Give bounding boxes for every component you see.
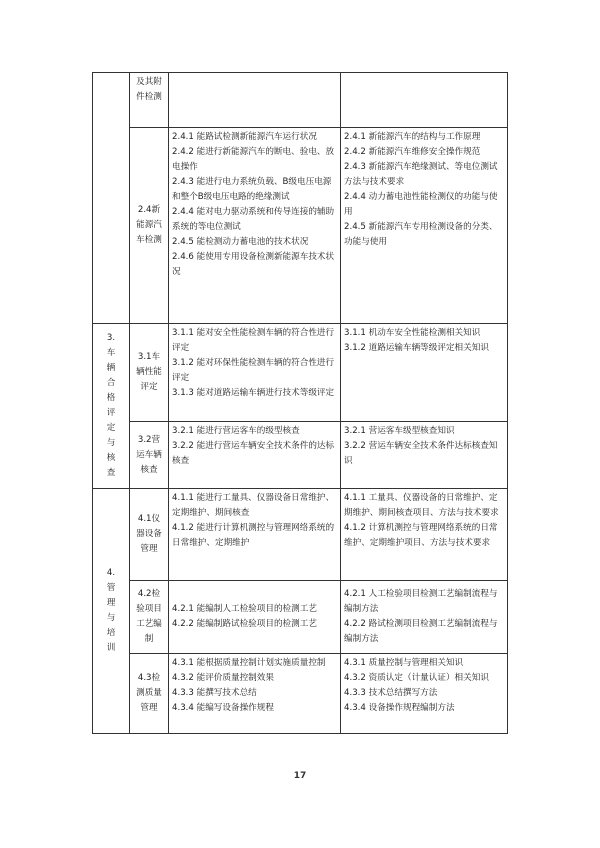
skill-item: 3.1.3 能对道路运输车辆进行技术等级评定 xyxy=(172,388,335,398)
skill-item: 2.4.6 能使用专用设备检测新能源车技术状况 xyxy=(172,252,335,277)
skill-item: 4.1.2 能进行计算机测控与管理网络系统的日常维护、定期维护 xyxy=(172,523,335,548)
skill-item: 4.3.2 能评价质量控制效果 xyxy=(172,673,274,683)
table-row xyxy=(93,654,508,734)
table-row xyxy=(93,581,508,654)
category-cell: 4.管理与培训 xyxy=(93,489,130,734)
knowledge-item: 3.1.1 机动车安全性能检测相关知识 xyxy=(344,328,481,338)
skill-item: 4.2.1 能编制人工检验项目的检测工艺 xyxy=(172,604,317,614)
skill-cell xyxy=(169,581,341,654)
knowledge-cell xyxy=(341,128,508,324)
page-number: 17 xyxy=(293,771,307,781)
skill-item: 2.4.1 能路试检测新能源汽车运行状况 xyxy=(172,132,317,142)
knowledge-item: 3.1.2 道路运输车辆等级评定相关知识 xyxy=(344,343,489,353)
sub-item-cell: 4.2检验项目工艺编制 xyxy=(130,581,169,654)
knowledge-item: 2.4.3 新能源汽车绝缘测试、等电位测试方法与技术要求 xyxy=(344,162,498,187)
knowledge-item: 4.3.1 质量控制与管理相关知识 xyxy=(344,658,464,668)
knowledge-item: 2.4.4 动力蓄电池性能检测仪的功能与使用 xyxy=(344,192,498,217)
skill-item: 2.4.5 能检测动力蓄电池的技术状况 xyxy=(172,237,309,247)
skill-requirements-table xyxy=(92,72,508,734)
skill-item: 4.1.1 能进行工量具、仪器设备日常维护、定期维护、期间核查 xyxy=(172,493,335,518)
skill-item: 3.2.2 能进行营运车辆安全技术条件的达标核查 xyxy=(172,441,335,466)
table-row xyxy=(93,73,508,128)
skill-item: 3.1.2 能对环保性能检测车辆的符合性进行评定 xyxy=(172,358,335,383)
knowledge-item: 2.4.5 新能源汽车专用检测设备的分类、功能与使用 xyxy=(344,222,498,247)
skill-cell xyxy=(169,654,341,734)
table-row xyxy=(93,128,508,324)
skill-cell xyxy=(169,422,341,489)
skill-item: 2.4.2 能进行新能源汽车的断电、验电、放电操作 xyxy=(172,147,335,172)
category-cell: 3.车辆合格评定与核查 xyxy=(93,324,130,489)
skill-item: 3.1.1 能对安全性能检测车辆的符合性进行评定 xyxy=(172,328,335,353)
table-row xyxy=(93,422,508,489)
knowledge-cell xyxy=(341,422,508,489)
knowledge-item: 4.2.1 人工检验项目检测工艺编制流程与编制方法 xyxy=(344,589,498,614)
skill-cell xyxy=(169,73,341,128)
knowledge-cell xyxy=(341,581,508,654)
skill-cell xyxy=(169,324,341,422)
sub-item-cell: 3.1车辆性能评定 xyxy=(130,324,169,422)
knowledge-item: 2.4.2 新能源汽车维修安全操作规范 xyxy=(344,147,481,157)
skill-item: 2.4.4 能对电力驱动系统和传导连接的辅助系统的等电位测试 xyxy=(172,207,335,232)
sub-item-cell: 2.4新能源汽车检测 xyxy=(130,128,169,324)
skill-item: 4.3.3 能撰写技术总结 xyxy=(172,688,257,698)
skill-cell xyxy=(169,128,341,324)
skill-item: 4.2.2 能编制路试检验项目的检测工艺 xyxy=(172,619,317,629)
skill-item: 4.3.1 能根据质量控制计划实施质量控制 xyxy=(172,658,326,668)
sub-item-cell: 3.2营运车辆核查 xyxy=(130,422,169,489)
sub-item-cell: 及其附件检测 xyxy=(130,73,169,128)
knowledge-cell xyxy=(341,324,508,422)
knowledge-item: 3.2.1 营运客车级型核查知识 xyxy=(344,426,455,436)
skill-cell xyxy=(169,489,341,581)
table-row xyxy=(93,489,508,581)
table-row xyxy=(93,324,508,422)
knowledge-item: 4.1.2 计算机测控与管理网络系统的日常维护、定期维护项目、方法与技术要求 xyxy=(344,523,498,548)
sub-item-cell: 4.1仪器设备管理 xyxy=(130,489,169,581)
knowledge-item: 4.2.2 路试检测项目检测工艺编制流程与编制方法 xyxy=(344,619,498,644)
category-cell-continued xyxy=(93,73,130,324)
knowledge-cell xyxy=(341,489,508,581)
knowledge-cell xyxy=(341,73,508,128)
skill-item: 2.4.3 能进行电力系统负载、B级电压电源和整个B级电压电路的绝缘测试 xyxy=(172,177,332,202)
sub-item-cell: 4.3检测质量管理 xyxy=(130,654,169,734)
skill-item: 3.2.1 能进行营运客车的级型核查 xyxy=(172,426,300,436)
knowledge-item: 4.1.1 工量具、仪器设备的日常维护、定期维护、期间核查项目、方法与技术要求 xyxy=(344,493,499,518)
knowledge-item: 4.3.3 技术总结撰写方法 xyxy=(344,688,438,698)
knowledge-cell xyxy=(341,654,508,734)
knowledge-item: 2.4.1 新能源汽车的结构与工作原理 xyxy=(344,132,481,142)
knowledge-item: 4.3.4 设备操作规程编制方法 xyxy=(344,703,455,713)
knowledge-item: 4.3.2 资质认定（计量认证）相关知识 xyxy=(344,673,489,683)
skill-item: 4.3.4 能编写设备操作规程 xyxy=(172,703,274,713)
knowledge-item: 3.2.2 营运车辆安全技术条件达标核查知识 xyxy=(344,441,498,466)
